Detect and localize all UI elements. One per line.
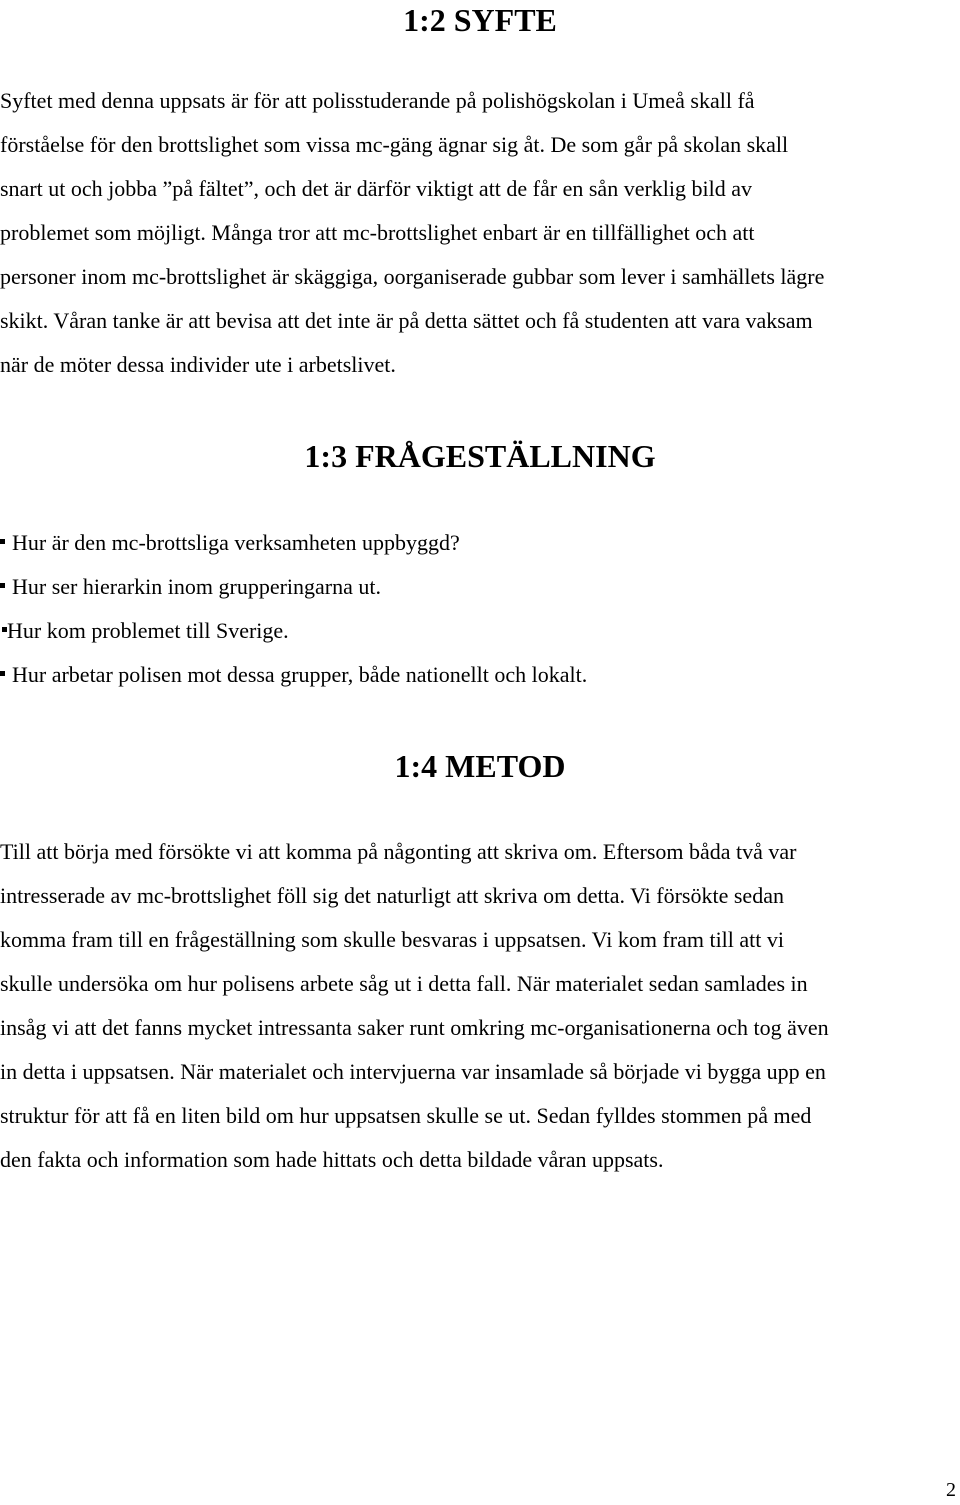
metod-line: insåg vi att det fanns mycket intressanta saker runt omkring mc-organisationerna och tog även <box>0 1015 829 1040</box>
syfte-line: förståelse för den brottslighet som vissa mc-gäng ägnar sig åt. De som går på skolan skall <box>0 132 789 157</box>
syfte-line: snart ut och jobba ”på fältet”, och det är därför viktigt att de får en sån verklig bild av <box>0 176 752 201</box>
section-heading-metod: 1:4 METOD <box>394 748 566 784</box>
list-item-text: Hur ser hierarkin inom grupperingarna ut. <box>12 574 381 599</box>
list-item-text: Hur är den mc-brottsliga verksamheten uppbyggd? <box>12 530 460 555</box>
list-item <box>0 521 960 565</box>
metod-line: intresserade av mc-brottslighet föll sig det naturligt att skriva om detta. Vi försökte sedan <box>0 883 784 908</box>
metod-line: skulle undersöka om hur polisens arbete såg ut i detta fall. När materialet sedan samlades in <box>0 971 808 996</box>
metod-line: komma fram till en frågeställning som skulle besvaras i uppsatsen. Vi kom fram till att vi <box>0 927 785 952</box>
metod-line: Till att börja med försökte vi att komma på någonting att skriva om. Eftersom båda två var <box>0 839 797 864</box>
page-number: 2 <box>946 1479 956 1501</box>
syfte-line: personer inom mc-brottslighet är skäggiga, oorganiserade gubbar som lever i samhällets lägre <box>0 264 825 289</box>
section-heading-syfte: 1:2 SYFTE <box>403 2 557 38</box>
list-item <box>0 609 960 653</box>
square-bullet-icon <box>0 539 5 544</box>
question-list <box>0 521 960 697</box>
section-heading-fragestallning: 1:3 FRÅGESTÄLLNING <box>304 438 656 474</box>
syfte-line: skikt. Våran tanke är att bevisa att det inte är på detta sättet och få studenten att vara vaksam <box>0 308 813 333</box>
syfte-paragraph <box>0 79 960 387</box>
list-item <box>0 565 960 609</box>
list-item <box>0 653 960 697</box>
square-bullet-icon <box>0 671 5 676</box>
metod-line: den fakta och information som hade hittats och detta bildade våran uppsats. <box>0 1147 664 1172</box>
list-item-text: Hur arbetar polisen mot dessa grupper, både nationellt och lokalt. <box>12 662 588 687</box>
syfte-line: Syftet med denna uppsats är för att polisstuderande på polishögskolan i Umeå skall få <box>0 88 755 113</box>
list-item-text: Hur kom problemet till Sverige. <box>7 618 289 643</box>
syfte-line: problemet som möjligt. Många tror att mc-brottslighet enbart är en tillfällighet och att <box>0 220 755 245</box>
syfte-line: när de möter dessa individer ute i arbetslivet. <box>0 352 396 377</box>
metod-line: in detta i uppsatsen. När materialet och intervjuerna var insamlade så började vi bygga upp en <box>0 1059 826 1084</box>
square-bullet-icon <box>2 627 7 632</box>
metod-paragraph <box>0 830 960 1182</box>
square-bullet-icon <box>0 583 5 588</box>
metod-line: struktur för att få en liten bild om hur uppsatsen skulle se ut. Sedan fylldes stommen på med <box>0 1103 812 1128</box>
